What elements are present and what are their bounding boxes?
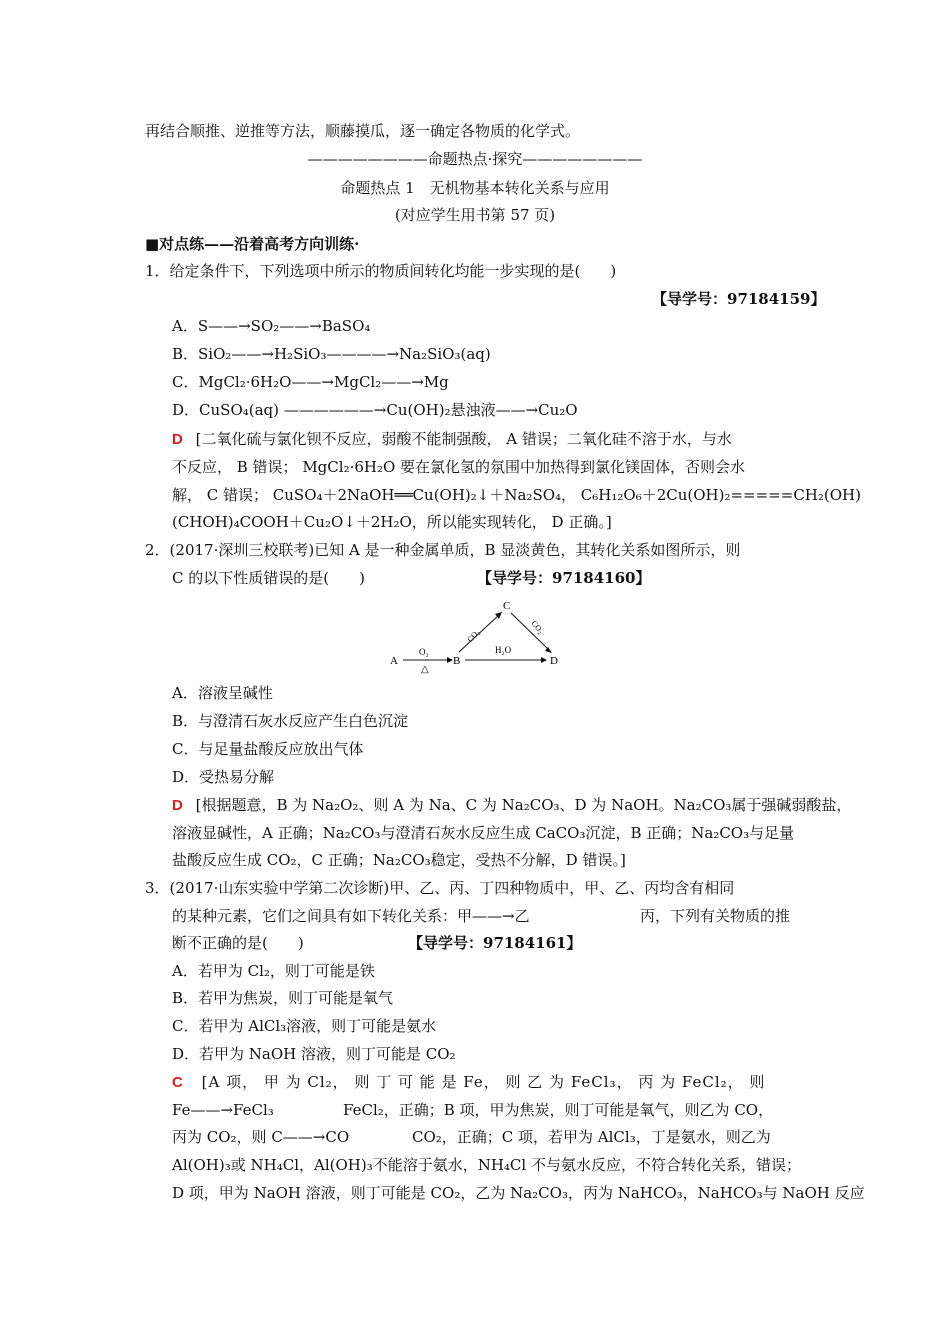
q2-stem-line2: C 的以下性质错误的是( ): [172, 569, 365, 587]
q3-explanation-line3a: 丙为 CO₂，则 C——→CO: [172, 1128, 350, 1146]
q1-option-a: A．S——→SO₂——→BaSO₄: [172, 317, 371, 335]
label-heat: △: [421, 664, 429, 675]
arrow-c-d: [511, 613, 549, 650]
arrow-c-d-head: [545, 647, 552, 653]
arrow-b-d-head: [541, 657, 547, 663]
q1-option-c: C．MgCl₂·6H₂O——→MgCl₂——→Mg: [172, 373, 449, 391]
intro-text: 再结合顺推、逆推等方法，顺藤摸瓜，逐一确定各物质的化学式。: [145, 122, 581, 140]
q3-explanation-line5: D 项，甲为 NaOH 溶液，则丁可能是 CO₂，乙为 Na₂CO₃，丙为 NaHCO₃，NaHCO₃与 NaOH 反应: [172, 1184, 865, 1202]
q1-code: 【导学号：97184159】: [652, 290, 826, 308]
q2-explanation-line3: 盐酸反应生成 CO₂，C 正确；Na₂CO₃稳定，受热不分解，D 错误。]: [172, 851, 626, 869]
q1-explanation-line1: [172, 428, 732, 451]
q1-explanation-line2: 不反应， B 错误； MgCl₂·6H₂O 要在氯化氢的氛围中加热得到氯化镁固体，否则会水: [172, 458, 746, 476]
q2-code: 【导学号：97184160】: [477, 569, 651, 587]
book-reference: (对应学生用书第 57 页): [394, 206, 556, 224]
diagram-node-d: D: [550, 655, 558, 667]
q2-exp1: [根据题意，B 为 Na₂O₂、则 A 为 Na、C 为 Na₂CO₃、D 为 NaOH。Na₂CO₃属于强碱弱酸盐，: [195, 796, 852, 814]
q3-option-b: B．若甲为焦炭，则丁可能是氧气: [172, 989, 394, 1007]
q2-option-a: A．溶液呈碱性: [172, 684, 273, 702]
diagram-node-c: C: [503, 600, 511, 612]
label-co2-right: CO₂: [529, 618, 546, 636]
q2-option-c: C．与足量盐酸反应放出气体: [172, 740, 364, 758]
q3-explanation-line1: [172, 1071, 765, 1094]
q3-explanation-line2b: FeCl₂，正确；B 项，甲为焦炭，则丁可能是氧气，则乙为 CO，: [343, 1101, 774, 1119]
topic-title: 命题热点 1 无机物基本转化关系与应用: [340, 179, 610, 197]
label-co2-left: CO₂: [465, 627, 482, 644]
q2-conversion-diagram: [385, 598, 565, 676]
q3-answer: C: [172, 1074, 183, 1091]
q2-answer: D: [172, 797, 183, 814]
q3-option-c: C．若甲为 AlCl₃溶液，则丁可能是氨水: [172, 1017, 437, 1035]
q1-explanation-line4: (CHOH)₄COOH＋Cu₂O↓＋2H₂O，所以能实现转化， D 正确。]: [172, 513, 612, 531]
practice-header: ■对点练——沿着高考方向训练·: [145, 235, 360, 253]
diagram-node-a: A: [390, 655, 398, 667]
q3-stem-line3: 断不正确的是( ): [172, 934, 304, 952]
q3-stem-line2a: 的某种元素，它们之间具有如下转化关系：甲——→乙: [172, 907, 530, 925]
q2-stem-line1: 2．(2017·深圳三校联考)已知 A 是一种金属单质，B 显淡黄色，其转化关系如图所示，则: [145, 541, 741, 559]
q1-option-d: D．CuSO₄(aq) ——————→Cu(OH)₂悬浊液——→Cu₂O: [172, 401, 578, 419]
q1-explanation-line3: 解， C 错误； CuSO₄＋2NaOH══Cu(OH)₂↓＋Na₂SO₄， C₆H₁₂O₆＋2Cu(OH)₂=====CH₂(OH): [172, 486, 861, 504]
q3-exp1: [A 项， 甲 为 Cl₂， 则 丁 可 能 是 Fe， 则 乙 为 FeCl₃， 丙 为 FeCl₂， 则: [201, 1073, 766, 1091]
q2-option-b: B．与澄清石灰水反应产生白色沉淀: [172, 712, 409, 730]
q3-code: 【导学号：97184161】: [408, 934, 582, 952]
q3-explanation-line2a: Fe——→FeCl₃: [172, 1101, 274, 1119]
q3-option-a: A．若甲为 Cl₂，则丁可能是铁: [172, 962, 375, 980]
q1-answer: D: [172, 431, 183, 448]
q3-explanation-line3b: CO₂，正确；C 项，若甲为 AlCl₃，丁是氨水，则乙为: [412, 1128, 771, 1146]
q1-option-b: B．SiO₂——→H₂SiO₃————→Na₂SiO₃(aq): [172, 345, 491, 363]
q3-explanation-line4: Al(OH)₃或 NH₄Cl，Al(OH)₃不能溶于氨水，NH₄Cl 不与氨水反应，不符合转化关系，错误；: [172, 1156, 801, 1174]
section-divider: ————————命题热点·探究————————: [307, 150, 643, 168]
q3-stem-line2b: 丙，下列有关物质的推: [640, 907, 791, 925]
q1-exp1: [二氧化硫与氯化钡不反应，弱酸不能制强酸， A 错误；二氧化硅不溶于水，与水: [195, 430, 732, 448]
q2-explanation-line2: 溶液显碱性，A 正确；Na₂CO₃与澄清石灰水反应生成 CaCO₃沉淀，B 正确；Na₂CO₃与足量: [172, 824, 795, 842]
q1-stem: 1．给定条件下，下列选项中所示的物质间转化均能一步实现的是( ): [145, 262, 617, 280]
diagram-node-b: B: [453, 655, 461, 667]
q3-stem-line1: 3．(2017·山东实验中学第二次诊断)甲、乙、丙、丁四种物质中，甲、乙、丙均含有相同: [145, 879, 735, 897]
q2-option-d: D．受热易分解: [172, 768, 275, 786]
q3-option-d: D．若甲为 NaOH 溶液，则丁可能是 CO₂: [172, 1045, 456, 1063]
q2-explanation-line1: [172, 794, 851, 817]
label-o2: O₂: [419, 647, 429, 657]
label-h2o: H₂O: [495, 645, 512, 655]
